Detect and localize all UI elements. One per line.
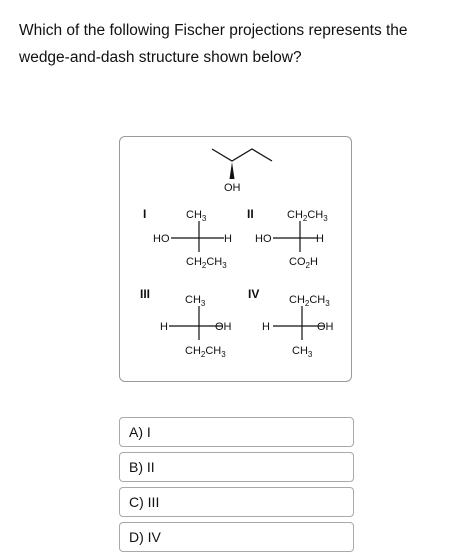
- answer-option-b[interactable]: [119, 452, 354, 482]
- carbon-skeleton: [212, 149, 272, 161]
- left-group: H: [262, 321, 270, 333]
- answer-option-c[interactable]: [119, 487, 354, 517]
- fischer-projection-iii: [140, 287, 232, 359]
- roman-numeral: II: [247, 207, 254, 221]
- left-group: HO: [153, 233, 170, 245]
- structure-figure: [119, 136, 352, 382]
- option-label: C) III: [129, 494, 160, 510]
- bottom-group: CO2H: [289, 256, 318, 270]
- left-group: H: [160, 321, 168, 333]
- top-group: CH3: [186, 209, 207, 223]
- bottom-group: CH2CH3: [186, 256, 227, 270]
- right-group: OH: [215, 321, 232, 333]
- answer-option-d[interactable]: [119, 522, 354, 552]
- right-group: OH: [317, 321, 334, 333]
- fischer-projection-i: [143, 207, 232, 270]
- top-group: CH2CH3: [287, 209, 328, 223]
- right-group: H: [316, 233, 324, 245]
- question-text: Which of the following Fischer projections represents the wedge-and-dash structure shown below?: [19, 22, 408, 66]
- oh-label: OH: [224, 182, 241, 194]
- top-group: CH3: [185, 294, 206, 308]
- answer-option-a[interactable]: [119, 417, 354, 447]
- roman-numeral: III: [140, 287, 151, 301]
- left-group: HO: [255, 233, 272, 245]
- option-label: D) IV: [129, 529, 161, 545]
- wedge-bond: [230, 162, 235, 179]
- roman-numeral: I: [143, 207, 147, 221]
- fischer-projection-iv: [248, 287, 334, 359]
- structure-drawing: [120, 137, 353, 383]
- roman-numeral: IV: [248, 287, 260, 301]
- wedge-dash-structure: [212, 149, 272, 194]
- bottom-group: CH3: [292, 345, 313, 359]
- bottom-group: CH2CH3: [185, 345, 226, 359]
- fischer-projection-ii: [247, 207, 328, 270]
- option-label: B) II: [129, 459, 155, 475]
- top-group: CH2CH3: [289, 294, 330, 308]
- option-label: A) I: [129, 424, 151, 440]
- right-group: H: [224, 233, 232, 245]
